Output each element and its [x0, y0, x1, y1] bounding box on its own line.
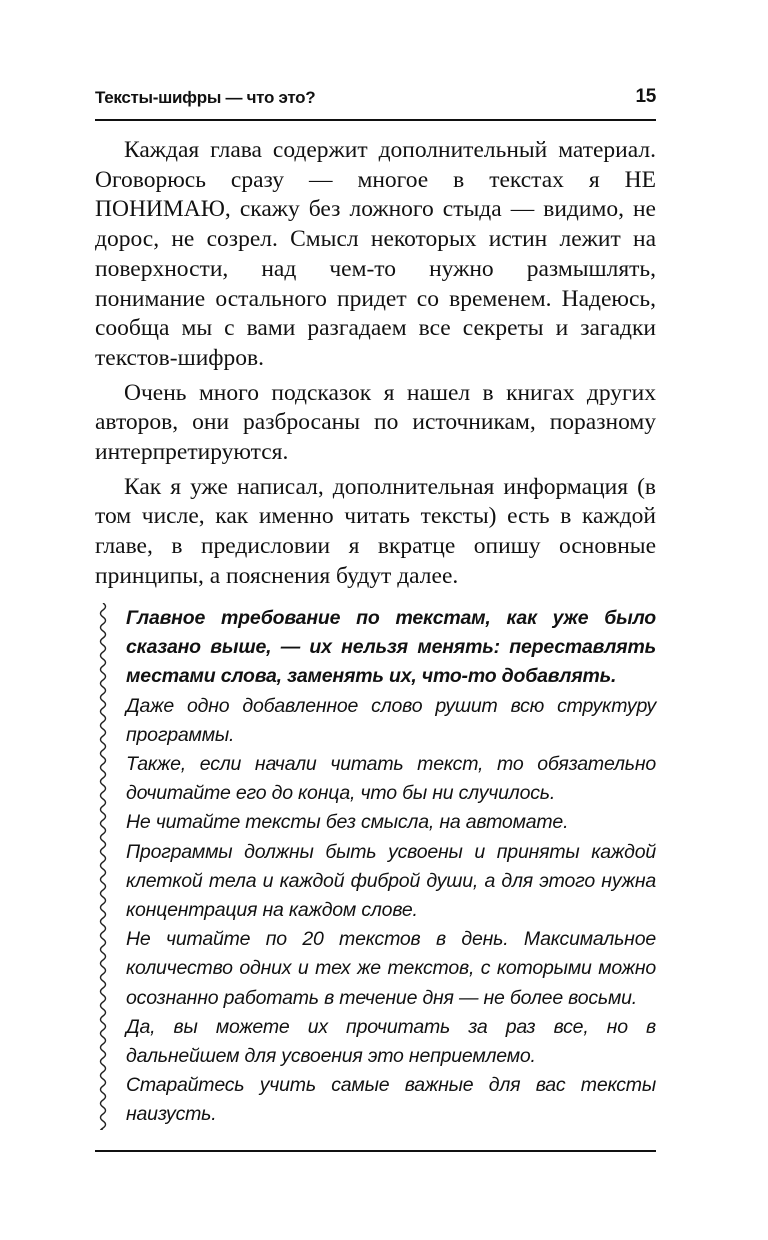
- note-paragraph: Не читайте по 20 текстов в день. Максимальное количество одних и тех же текстов, с которыми можно осознанно работать в течение дня — не более восьми.: [126, 928, 656, 1009]
- note-paragraph: Не читайте тексты без смысла, на автомате.: [126, 811, 569, 834]
- body-paragraph: Как я уже написал, дополнительная информация (в том числе, как именно читать тексты) есть в каждой главе, в предисловии я вкратце опишу основные принципы, а пояснения будут далее.: [95, 473, 656, 589]
- page-number: 15: [635, 86, 656, 107]
- note-paragraph: Да, вы можете их прочитать за раз все, но в дальнейшем для усвоения это неприемлемо.: [126, 1015, 656, 1068]
- running-head-title: Тексты-шифры — что это?: [95, 88, 316, 107]
- main-text: [95, 136, 656, 597]
- body-paragraph: Очень много подсказок я нашел в книгах других авторов, они разбросаны по источникам, поразному интерпретируются.: [95, 379, 656, 466]
- note-paragraph: Программы должны быть усвоены и приняты каждой клеткой тела и каждой фиброй души, а для этого нужна концентрация на каждом слове.: [126, 840, 656, 922]
- note-paragraph: Даже одно добавленное слово рушит всю структуру программы.: [126, 694, 656, 746]
- notes-block: [97, 603, 656, 1130]
- note-paragraph: Старайтесь учить самые важные для вас тексты наизусть.: [126, 1074, 656, 1126]
- wavy-border: [97, 603, 109, 1130]
- notes-text: [126, 604, 656, 1130]
- note-paragraph: Главное требование по текстам, как уже было сказано выше, — их нельзя менять: переставлять местами слова, заменять их, что-то добавлять.: [126, 607, 656, 688]
- body-paragraph: Каждая глава содержит дополнительный материал. Оговорюсь сразу — многое в текстах я НЕ ПОНИМАЮ, скажу без ложного стыда — видимо, не дорос, не созрел. Смысл некоторых истин лежит на поверхности, над чем-то нужно размышлять, понимание остального придет со временем. Надеюсь, сообща мы с вами разгадаем все секреты и загадки текстов-шифров.: [95, 137, 656, 371]
- bottom-rule: [95, 1150, 656, 1152]
- header-rule: [95, 119, 656, 121]
- note-paragraph: Также, если начали читать текст, то обязательно дочитайте его до конца, что бы ни случилось.: [126, 753, 656, 805]
- running-head: [95, 84, 656, 112]
